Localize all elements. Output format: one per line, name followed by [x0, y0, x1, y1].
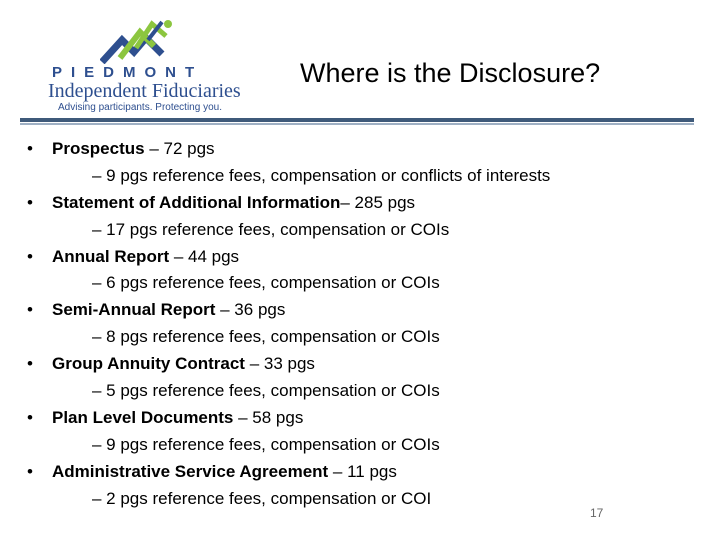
page-count: – 58 pgs [233, 407, 304, 427]
page-count: – 11 pgs [328, 461, 397, 481]
bullet-icon: • [27, 461, 33, 481]
document-name: Statement of Additional Information [52, 192, 341, 212]
sub-bullet: – 5 pgs reference fees, compensation or COIs [92, 381, 440, 401]
bullet-icon: • [27, 246, 33, 266]
document-name: Semi-Annual Report [52, 300, 216, 320]
sub-bullet: – 8 pgs reference fees, compensation or COIs [92, 327, 440, 347]
slide-title: Where is the Disclosure? [300, 58, 601, 88]
bullet-icon: • [27, 354, 33, 374]
sub-bullet: – 9 pgs reference fees, compensation or conflicts of interests [92, 165, 551, 185]
bullet-icon: • [27, 407, 33, 427]
page-count: – 36 pgs [215, 300, 286, 320]
page-number: 17 [590, 506, 604, 520]
list-item [22, 190, 702, 244]
page-count: – 72 pgs [144, 139, 215, 158]
logo-wordmark: PIEDMONT [52, 64, 204, 81]
company-logo [40, 18, 240, 118]
page-count: – 285 pgs [340, 192, 416, 212]
list-item [22, 459, 702, 513]
list-item [22, 136, 702, 190]
document-name: Plan Level Documents [52, 407, 234, 427]
page-count: – 33 pgs [244, 354, 315, 374]
list-item [22, 244, 702, 298]
document-name: Administrative Service Agreement [52, 461, 329, 481]
bullet-list [22, 136, 702, 512]
logo-tagline: Advising participants. Protecting you. [58, 102, 222, 113]
title-divider [20, 118, 694, 122]
logo-mark-icon [100, 18, 190, 64]
sub-bullet: – 17 pgs reference fees, compensation or COIs [92, 219, 450, 239]
logo-subtitle: Independent Fiduciaries [48, 80, 241, 102]
sub-bullet: – 6 pgs reference fees, compensation or COIs [92, 273, 440, 293]
list-item [22, 405, 702, 459]
document-name: Prospectus [52, 139, 145, 158]
document-name: Group Annuity Contract [52, 354, 245, 374]
bullet-icon: • [27, 300, 33, 320]
sub-bullet: – 9 pgs reference fees, compensation or COIs [92, 434, 440, 454]
title-divider-secondary [20, 123, 694, 125]
bullet-icon: • [27, 192, 33, 212]
sub-bullet: – 2 pgs reference fees, compensation or COI [92, 488, 432, 508]
page-count: – 44 pgs [169, 246, 240, 266]
document-name: Annual Report [52, 246, 170, 266]
bullet-icon: • [27, 139, 33, 158]
list-item [22, 351, 702, 405]
list-item [22, 297, 702, 351]
